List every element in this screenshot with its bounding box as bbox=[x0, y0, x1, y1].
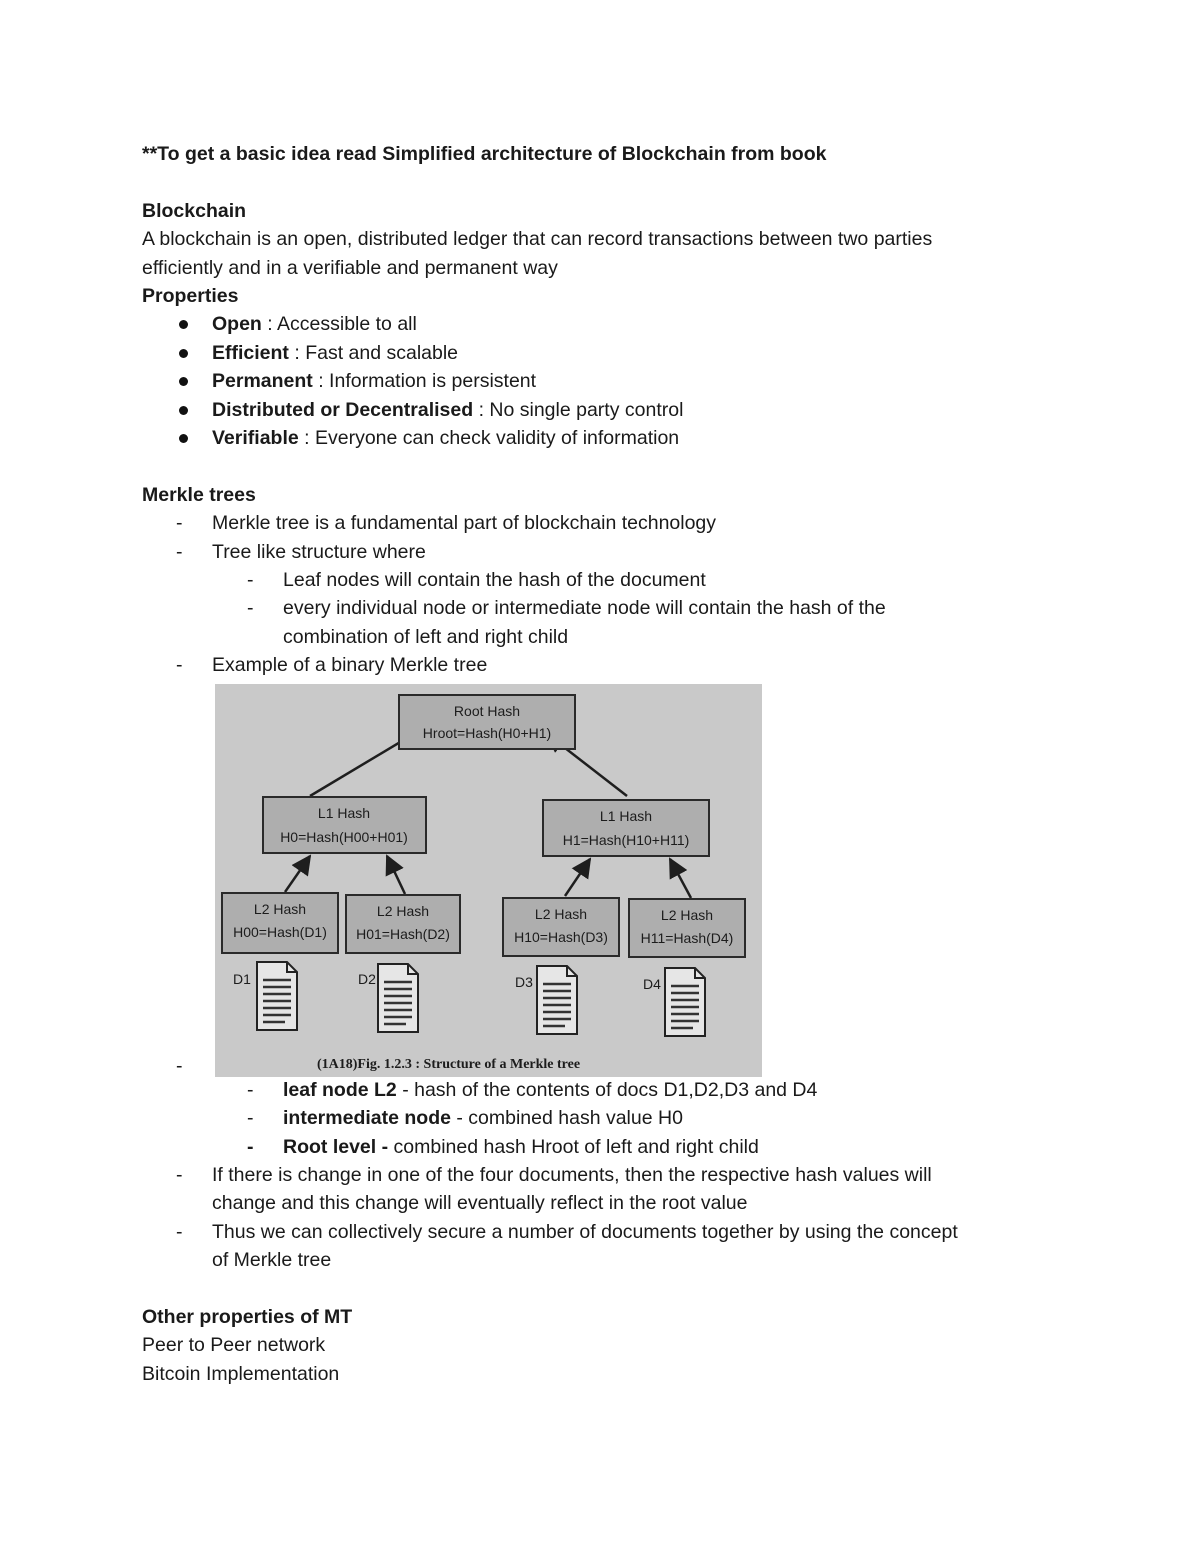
blockchain-definition: A blockchain is an open, distributed ledger that can record transactions between two parties efficiently and in a verifiable and permanent way bbox=[142, 228, 933, 279]
l2-title: L2 Hash bbox=[660, 906, 714, 923]
properties-heading: Properties bbox=[142, 285, 239, 308]
intro-note: **To get a basic idea read Simplified architecture of Blockchain from book bbox=[142, 143, 827, 165]
merkle-tree-diagram bbox=[215, 684, 762, 1077]
list-item: - Root level - combined hash Hroot of left and right child bbox=[247, 1135, 759, 1158]
list-item: - every individual node or intermediate node will contain the hash of the combination of left and right child bbox=[247, 597, 886, 648]
list-item: - leaf node L2 - hash of the contents of docs D1,D2,D3 and D4 bbox=[247, 1078, 818, 1101]
doc-label: D1 bbox=[233, 970, 251, 987]
merkle-heading: Merkle trees bbox=[142, 483, 256, 506]
h11-formula: H11=Hash(D4) bbox=[640, 929, 734, 946]
other-properties-heading: Other properties of MT bbox=[142, 1305, 353, 1328]
list-item: - If there is change in one of the four documents, then the respective hash values will change and this change will eventually reflect in the root value bbox=[176, 1163, 932, 1215]
l1-title-right: L1 Hash bbox=[599, 807, 653, 824]
h1-formula: H1=Hash(H10+H11) bbox=[562, 831, 690, 848]
l2-title: L2 Hash bbox=[253, 900, 307, 917]
figure-row: - Root Hash Hroot=Hash(H0+H1) L1 Hash H0=Hash(H00+H01) L1 Hash H1=Hash(H10+H11) L2 Hash H00=Hash(D1) L2 Hash H01=Hash(D2) L2 Hash H10=Hash(D3) L2 Hash H11=Hash(D4) D1 D2 D3 D4 (1A18)Fig. 1.2.3 : Structure of a Merkle tree bbox=[142, 680, 1062, 1076]
document-icon bbox=[537, 966, 577, 1034]
bullet-icon bbox=[179, 434, 188, 443]
list-item: - Thus we can collectively secure a number of documents together by using the concept of Merkle tree bbox=[176, 1220, 958, 1272]
l1-title-left: L1 Hash bbox=[317, 804, 371, 821]
h00-formula: H00=Hash(D1) bbox=[233, 923, 327, 940]
doc-label: D3 bbox=[515, 973, 533, 990]
other-property-line: Peer to Peer network bbox=[142, 1334, 326, 1357]
blockchain-heading: Blockchain bbox=[142, 199, 247, 222]
bullet-icon bbox=[179, 406, 188, 415]
bullet-icon bbox=[179, 349, 188, 358]
other-property-line: Bitcoin Implementation bbox=[142, 1362, 340, 1385]
document-icon bbox=[378, 964, 418, 1032]
document-icon bbox=[665, 968, 705, 1036]
list-item: Open : Accessible to all bbox=[212, 310, 1062, 338]
list-item: - Merkle tree is a fundamental part of blockchain technology bbox=[176, 512, 717, 535]
h0-formula: H0=Hash(H00+H01) bbox=[280, 828, 408, 845]
h01-formula: H01=Hash(D2) bbox=[356, 925, 450, 942]
list-item: Distributed or Decentralised : No single party control bbox=[212, 396, 1062, 424]
arrow bbox=[285, 856, 310, 892]
list-item: - intermediate node - combined hash value H0 bbox=[247, 1107, 683, 1130]
list-item: Verifiable : Everyone can check validity of information bbox=[212, 424, 1062, 452]
l2-title: L2 Hash bbox=[376, 902, 430, 919]
bullet-icon bbox=[179, 377, 188, 386]
document-icon bbox=[257, 962, 297, 1030]
doc-label: D4 bbox=[643, 975, 661, 992]
arrow bbox=[387, 856, 405, 894]
bullet-icon bbox=[179, 320, 188, 329]
list-item: - Tree like structure where bbox=[176, 540, 426, 563]
list-item: Permanent : Information is persistent bbox=[212, 367, 1062, 395]
document-page bbox=[142, 140, 1062, 1388]
properties-list bbox=[142, 310, 1062, 452]
list-item: - Leaf nodes will contain the hash of the document bbox=[247, 569, 706, 592]
root-title: Root Hash bbox=[453, 702, 521, 719]
root-formula: Hroot=Hash(H0+H1) bbox=[422, 724, 552, 741]
arrow bbox=[565, 859, 590, 896]
list-item: Efficient : Fast and scalable bbox=[212, 339, 1062, 367]
arrow bbox=[670, 859, 691, 898]
h10-formula: H10=Hash(D3) bbox=[514, 928, 608, 945]
l2-title: L2 Hash bbox=[534, 905, 588, 922]
list-item: - Example of a binary Merkle tree bbox=[176, 654, 488, 677]
merkle-tree-figure bbox=[215, 684, 762, 1077]
figure-caption: (1A18)Fig. 1.2.3 : Structure of a Merkle tree bbox=[317, 1056, 581, 1072]
doc-label: D2 bbox=[358, 970, 376, 987]
